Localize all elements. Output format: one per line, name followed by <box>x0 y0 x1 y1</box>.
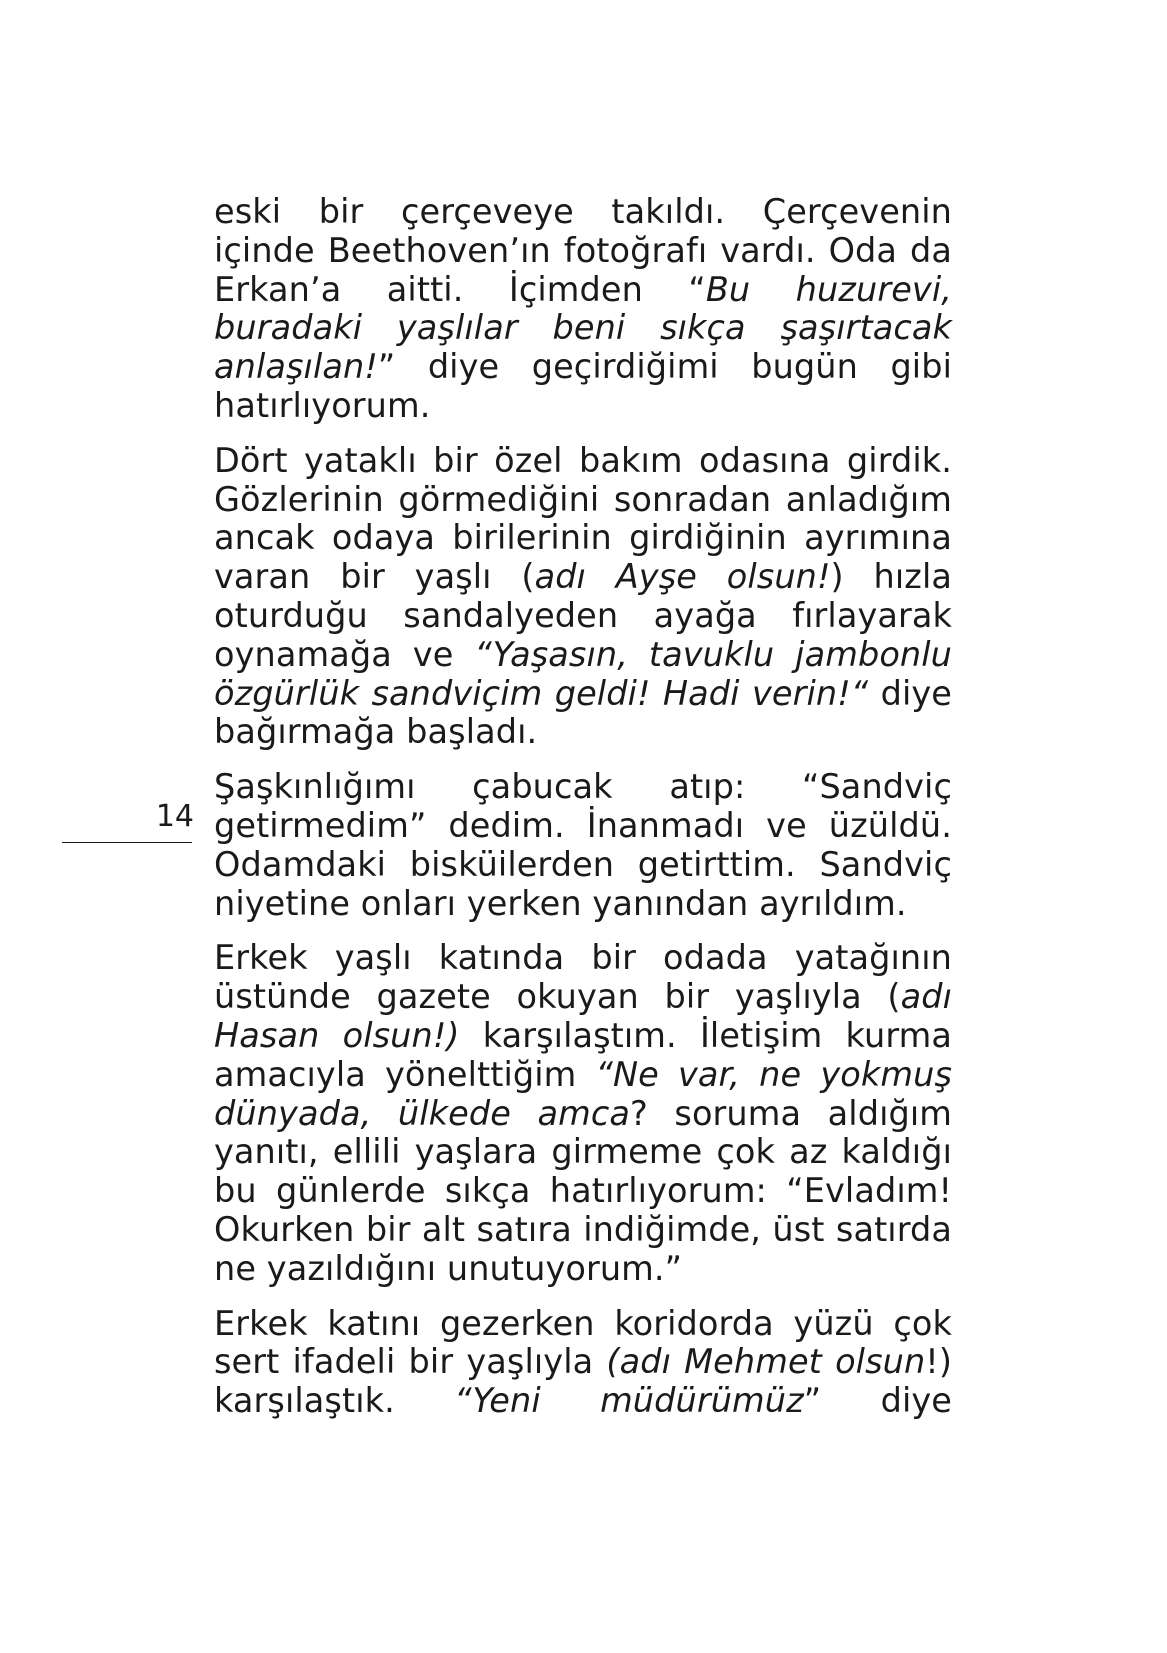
text-segment: ) hızla oturduğu sandalyeden ayağa fırlayarak oynamağa ve <box>214 557 952 674</box>
text-segment: karşılaştım. İletişim kurma amacıyla yönelttiğim <box>214 1015 952 1094</box>
paragraph <box>214 939 952 1288</box>
text-segment: ” diye <box>803 1381 952 1421</box>
italic-text-segment: Bu huzurevi, buradaki yaşlılar beni sıkça şaşırtacak anlaşılan! <box>214 269 952 387</box>
text-segment: Şaşkınlığımı çabucak atıp: “Sandviç getirmedim” dedim. İnanmadı ve üzüldü. Odamdaki bisküilerden getirttim. Sandviç niyetine onları yerken yanından ayrıldım. <box>214 767 952 923</box>
text-segment: ” diye geçirdiğimi bugün gibi hatırlıyorum. <box>214 347 952 425</box>
italic-text-segment: adı Ayşe olsun! <box>534 557 831 597</box>
italic-text-segment: “Ne var, ne yokmuş dünyada, ülkede amca <box>214 1054 952 1133</box>
text-segment: ? soruma aldığım yanıtı, ellili yaşlara girmeme çok az kaldığı bu günlerde sıkça hatırlıyorum: “Evladım! Okurken bir alt satıra indiğimde, üst satırda ne yazıldığını unutuyorum.” <box>214 1093 952 1288</box>
italic-text-segment: “Yaşasın, tavuklu jambonlu özgürlük sandviçim geldi! Hadi verin!“ <box>214 634 952 713</box>
text-segment: Erkek katını gezerken koridorda yüzü çok sert ifadeli bir yaşlıyla <box>214 1303 952 1382</box>
text-segment: !) karşılaştık. <box>214 1342 952 1421</box>
paragraph <box>214 1305 952 1421</box>
page-number: 14 <box>155 799 194 834</box>
text-segment: diye bağırmağa başladı. <box>214 673 952 752</box>
italic-text-segment: (adı Mehmet olsun <box>606 1342 926 1382</box>
paragraph <box>214 442 952 752</box>
italic-text-segment: adı Hasan olsun!) <box>214 977 952 1055</box>
paragraph <box>214 193 952 426</box>
paragraph <box>214 768 952 923</box>
text-segment: Dört yataklı bir özel bakım odasına girdik. Gözlerinin görmediğini sonradan anladığım ancak odaya birilerinin girdiğinin ayrımına varan bir yaşlı ( <box>214 440 952 597</box>
body-text <box>214 193 952 1437</box>
text-segment: eski bir çerçeveye takıldı. Çerçevenin içinde Beethoven’ın fotoğrafı vardı. Oda da Erkan’a aitti. İçimden “ <box>214 192 952 309</box>
text-segment: Erkek yaşlı katında bir odada yatağının üstünde gazete okuyan bir yaşlıyla ( <box>214 938 952 1017</box>
page-number-rule <box>62 842 192 843</box>
italic-text-segment: “Yeni müdürümüz <box>454 1381 804 1421</box>
